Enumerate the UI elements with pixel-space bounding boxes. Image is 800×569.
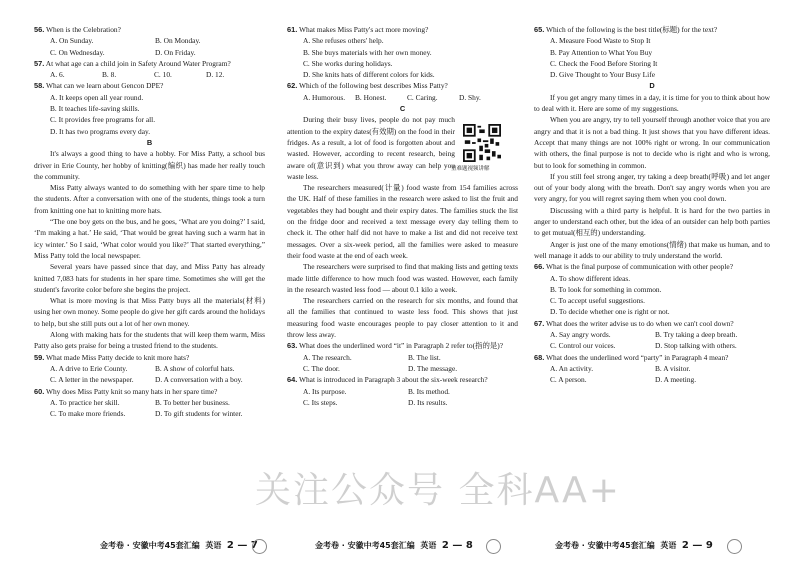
passage-d-paragraph: Discussing with a third party is helpful. It is hard for the two parties in anger to understand each other, but the idea of an outsider can help both parties to get mutual(相互的) understanding. (534, 205, 770, 238)
question-57: 57. At what age can a child join in Safety Around Water Program? (34, 58, 231, 68)
passage-c-paragraph: During their busy lives, people do not pay much attention to the expiry dates(有效期) on the food in their fridges. As a result, a lot of food is forgotten about and wasted. However, according to recent research, being aware of(意识到) what you throw away can help you waste less. (287, 115, 455, 181)
question-65: 65. Which of the following is the best title(标题) for the text? (534, 25, 718, 34)
question-58: 58. What can we learn about Gencon DPE? (34, 81, 164, 91)
qr-code-icon[interactable] (463, 124, 501, 162)
column-middle: 61. What makes Miss Patty's act more moving? A. She refuses others' help. B. She buys materials with her own money. C. She works during holidays. D. She knits hats of different colors for kids. 62. Which of the following best describes Miss Patty? A. Humorous. B. Honest. C. Caring. D. Shy. C During their busy lives, people do not pay much attention to the expiry dates(有效期) on the food in their fridges. As a result, a lot of food is forgotten about and wasted. However, according to recent research, being aware of(意识到) what you throw away can help you waste less. The researchers measured(计量) food waste from 154 families across the UK. Half of these families in the research were asked to list the fruit and vegetables they had bought and their expiry dates. The families stuck the list on the fridge door and received a text message every day telling them to check it. The other half did not have to make a list and did not receive text messages. Over a six-week period, all the families were asked to measure their food waste at the end of each week. The researchers were surprised to find that making lists and getting texts made little difference to how much food was wasted. However, each family in the research wasted less food — about 0.1 kilo a week. The researchers carried on the research for six months, and found that all the families that continued to waste less food. This shows that just measuring food waste encourages people to pay closer attention to it and throw less away. 63. What does the underlined word “it” in Paragraph 2 refer to(指的是)? A. The research. B. The list. C. The door. D. The message. 64. What is introduced in Paragraph 3 about the six-week research? A. Its purpose. B. Its method. C. Its steps. D. Its results. 重难题视频讲解 (287, 25, 518, 407)
section-c-heading: C (399, 104, 406, 114)
column-right: 65. Which of the following is the best title(标题) for the text? A. Measure Food Waste to Stop It B. Pay Attention to What You Buy C. Check the Food Before Storing It D. Give Thought to Your Busy Life D If you get angry many times in a day, it is time for you to think about how to deal with it. Here are some of my suggestions. When you are angry, try to tell yourself through another voice that you are angry and that it is not a bad thing. It just shows that you have different ideas. Accept that many things are not 100% right or wrong. In our communication with others, the final purpose is not to decide who is right and who is wrong, but to look for something in common. If you still feel strong anger, try taking a deep breath(呼吸) and let anger out of your body along with the breath. Don't say angry words when you are very angry, for you will regret saying them when you cool down. Discussing with a third party is helpful. It is hard for the two parties in anger to understand each other, but the idea of an outsider can help both parties to get mutual(相互的) understanding. Anger is just one of the many emotions(情绪) that make us human, and to well manage it adds to our ability to truly understand the world. 66. What is the final purpose of communication with other people? A. To show different ideas. B. To look for something in common. C. To accept useful suggestions. D. To decide whether one is right or not. 67. What does the writer advise us to do when we can't cool down? A. Say angry words. B. Try taking a deep breath. C. Control our voices. D. Stop talking with others. 68. What does the underlined word “party” in Paragraph 4 mean? A. An activity. B. A visitor. C. A person. D. A meeting. (534, 25, 770, 385)
passage-b-paragraph: “The one boy gets on the bus, and he goes, ‘What are you doing?’ I said, ‘I'm making a hat.’ He said, ‘That would be great having such a warm hat in icy winter.’ So I said, ‘What color would you like?’ That started everything,” Miss Patty told the local newspaper. (34, 217, 265, 260)
passage-b-paragraph: What is more moving is that Miss Patty buys all the materials(材料) using her own money. Some people do give her gift cards around the holidays to help, but she still puts out a lot of her own money. (34, 296, 265, 328)
passage-b-paragraph: Miss Patty always wanted to do something with her spare time to help the students. After a conversation with one of the students, things took a turn from knitting one hat to knitting more hats. (34, 183, 265, 215)
passage-d-paragraph: If you get angry many times in a day, it is time for you to think about how to deal with it. Here are some of my suggestions. (534, 92, 770, 114)
question-56: 56. When is the Celebration? (34, 25, 121, 34)
question-67: 67. What does the writer advise us to do when we can't cool down? (534, 318, 734, 328)
question-64: 64. What is introduced in Paragraph 3 about the six-week research? (287, 375, 488, 385)
column-left: 56. When is the Celebration? A. On Sunday. B. On Monday. C. On Wednesday. D. On Friday. 57. At what age can a child join in Safety Around Water Program? A. 6. B. 8. C. 10. D. 12. 58. What can we learn about Gencon DPE? A. It keeps open all year round. B. It teaches life-saving skills. C. It provides free programs for all. D. It has two programs every day. B It's always a good thing to have a hobby. For Miss Patty, a school bus driver in Erie County, her hobby of knitting(编织) has made her really touch the community. Miss Patty always wanted to do something with her spare time to help the students. After a conversation with one of the students, things took a turn from knitting one hat to knitting more hats. “The one boy gets on the bus, and he goes, ‘What are you doing?’ I said, ‘I'm making a hat.’ He said, ‘That would be great having such a warm hat in icy winter.’ So I said, ‘What color would you like?’ That started everything,” Miss Patty told the local newspaper. Several years have passed since that day, and Miss Patty has already knitted 7,083 hats for students in her spare time. Sometimes she will get the student's favorite color before she begins the project. What is more moving is that Miss Patty buys all the materials(材料) using her own money. Some people do give her gift cards around the holidays to help, but she still puts out a lot of her own money. Along with making hats for the students that will keep them warm, Miss Patty also gets praise for being a trusted friend to the students. 59. What made Miss Patty decide to knit more hats? A. A drive to Erie County. B. A show of colorful hats. C. A letter in the newspaper. D. A conversation with a boy. 60. Why does Miss Patty knit so many hats in her spare time? A. To practice her skill. B. To better her business. C. To make more friends. D. To gift students for winter. (34, 25, 265, 419)
passage-d-paragraph: When you are angry, try to tell yourself through another voice that you are angry and that it is not a bad thing. It just shows that you have different ideas. Accept that many things are not 100% right or wrong. In our communication with others, the final purpose is not to decide who is right and who is wrong, but to look for something in common. (534, 115, 770, 170)
question-68: 68. What does the underlined word “party” in Paragraph 4 mean? (534, 352, 729, 362)
question-61: 61. What makes Miss Patty's act more moving? (287, 25, 429, 34)
seal-icon (252, 539, 267, 554)
footer-left: 金考卷 · 安徽中考45套汇编 英语 2 — 7 (100, 540, 258, 551)
question-59: 59. What made Miss Patty decide to knit more hats? (34, 352, 190, 362)
passage-c-paragraph: The researchers measured(计量) food waste from 154 families across the UK. Half of these families in the research were asked to list the fruit and vegetables they had bought and their expiry dates. The families stuck the list on the fridge door and received a text message every day telling them to check it. The other half did not have to make a list and did not receive text messages. Over a six-week period, all the families were asked to measure their food waste at the end of each week. (287, 183, 518, 260)
question-63: 63. What does the underlined word “it” in Paragraph 2 refer to(指的是)? (287, 341, 503, 351)
passage-b-paragraph: Several years have passed since that day, and Miss Patty has already knitted 7,083 hats for students in her spare time. Sometimes she will get the student's favorite color before she begins the project. (34, 262, 265, 294)
watermark: 关注公众号 全科AA+ (255, 470, 621, 511)
passage-c-paragraph: The researchers carried on the research for six months, and found that all the families that continued to waste less food. This shows that just measuring food waste encourages people to pay closer attention to it and throw less away. (287, 296, 518, 340)
seal-icon (486, 539, 501, 554)
passage-b-paragraph: It's always a good thing to have a hobby. For Miss Patty, a school bus driver in Erie County, her hobby of knitting(编织) has made her really touch the community. (34, 149, 265, 181)
passage-d-paragraph: Anger is just one of the many emotions(情绪) that make us human, and to well manage it adds to our ability to truly understand the world. (534, 239, 770, 260)
qr-caption: 重难题视频讲解 (451, 166, 490, 172)
question-60: 60. Why does Miss Patty knit so many hats in her spare time? (34, 386, 218, 396)
section-d-heading: D (649, 81, 655, 91)
section-b-heading: B (146, 137, 153, 147)
footer-middle: 金考卷 · 安徽中考45套汇编 英语 2 — 8 (315, 540, 473, 551)
seal-icon (727, 539, 742, 554)
footer-right: 金考卷 · 安徽中考45套汇编 英语 2 — 9 (555, 540, 713, 551)
passage-c-paragraph: The researchers were surprised to find that making lists and getting texts made little difference to how much food was wasted. However, each family in the research wasted less food — about 0.1 kilo a week. (287, 262, 518, 294)
passage-b-paragraph: Along with making hats for the students that will keep them warm, Miss Patty also gets praise for being a trusted friend to the students. (34, 330, 265, 351)
question-62: 62. Which of the following best describes Miss Patty? (287, 81, 448, 91)
passage-d-paragraph: If you still feel strong anger, try taking a deep breath(呼吸) and let anger out of your body along with the breath. Don't say angry words when you are very angry, for you will regret saying them when you cool down. (534, 171, 770, 204)
question-66: 66. What is the final purpose of communication with other people? (534, 262, 733, 272)
